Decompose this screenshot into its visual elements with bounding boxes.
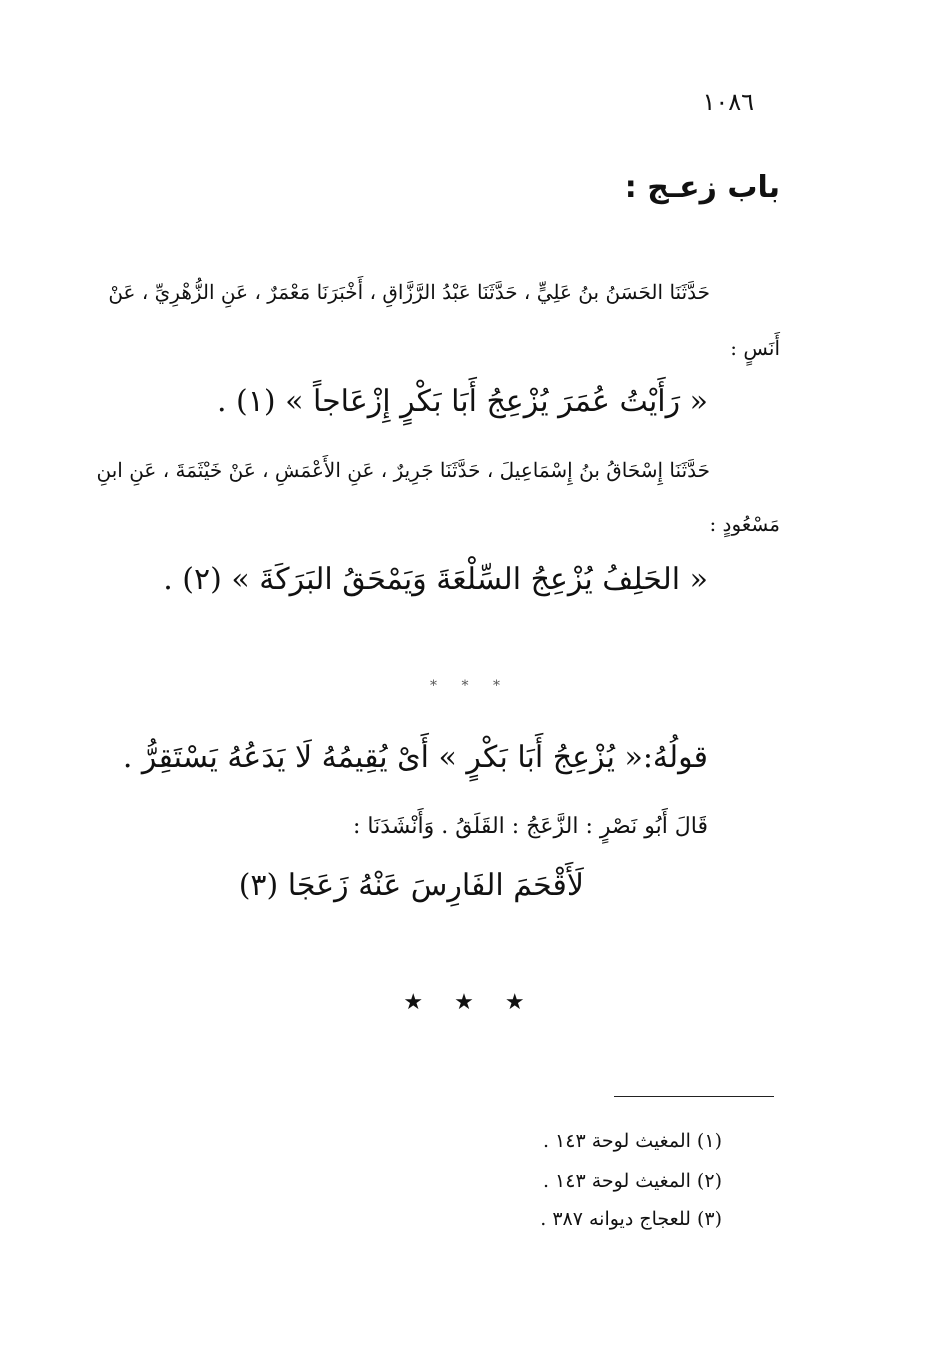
- footnote-divider: [614, 1096, 774, 1097]
- asterisk-separator: * * *: [430, 678, 510, 694]
- isnad-line: حَدَّثَنَا الحَسَنُ بنُ عَلِيٍّ ، حَدَّثَنَا عَبْدُ الرَّزَّاقِ ، أَخْبَرَنَا مَعْمَرٌ ، عَنِ الزُّهْرِيِّ ، عَنْ: [108, 280, 710, 304]
- hadith-text: « الحَلِفُ يُزْعِجُ السِّلْعَةَ وَيَمْحَقُ البَرَكَةَ » (٢) .: [163, 562, 708, 597]
- isnad-line-continuation: أَنَسٍ :: [730, 336, 780, 360]
- section-title: باب زعـج :: [624, 170, 780, 205]
- isnad-line: حَدَّثَنَا إِسْحَاقُ بنُ إِسْمَاعِيلَ ، حَدَّثَنَا جَرِيرٌ ، عَنِ الأَعْمَشِ ، عَنْ خَيْثَمَةَ ، عَنِ ابنِ: [96, 458, 710, 482]
- isnad-line-continuation: مَسْعُودٍ :: [709, 512, 780, 536]
- hadith-text: « رَأَيْتُ عُمَرَ يُزْعِجُ أَبَا بَكْرٍ إِزْعَاجاً » (١) .: [216, 384, 708, 419]
- footnote: (٢) المغيث لوحة ١٤٣ .: [542, 1170, 722, 1192]
- star-separator: ★ ★ ★: [403, 990, 537, 1015]
- footnote: (٣) للعجاج ديوانه ٣٨٧ .: [540, 1208, 722, 1230]
- commentary-line: قولُهُ:« يُزْعِجُ أَبَا بَكْرٍ » أَىْ يُقِيمُهُ لَا يَدَعُهُ يَسْتَقِرُّ .: [122, 740, 708, 775]
- poetry-verse: لَأَقْحَمَ الفَارِسَ عَنْهُ زَعَجَا (٣): [238, 868, 584, 903]
- footnote: (١) المغيث لوحة ١٤٣ .: [542, 1130, 722, 1152]
- commentary-line: قَالَ أَبُو نَصْرٍ : الزَّعَجُ : القَلَقُ . وَأَنْشَدَنَا :: [352, 814, 708, 839]
- page-number: ١٠٨٦: [702, 88, 754, 116]
